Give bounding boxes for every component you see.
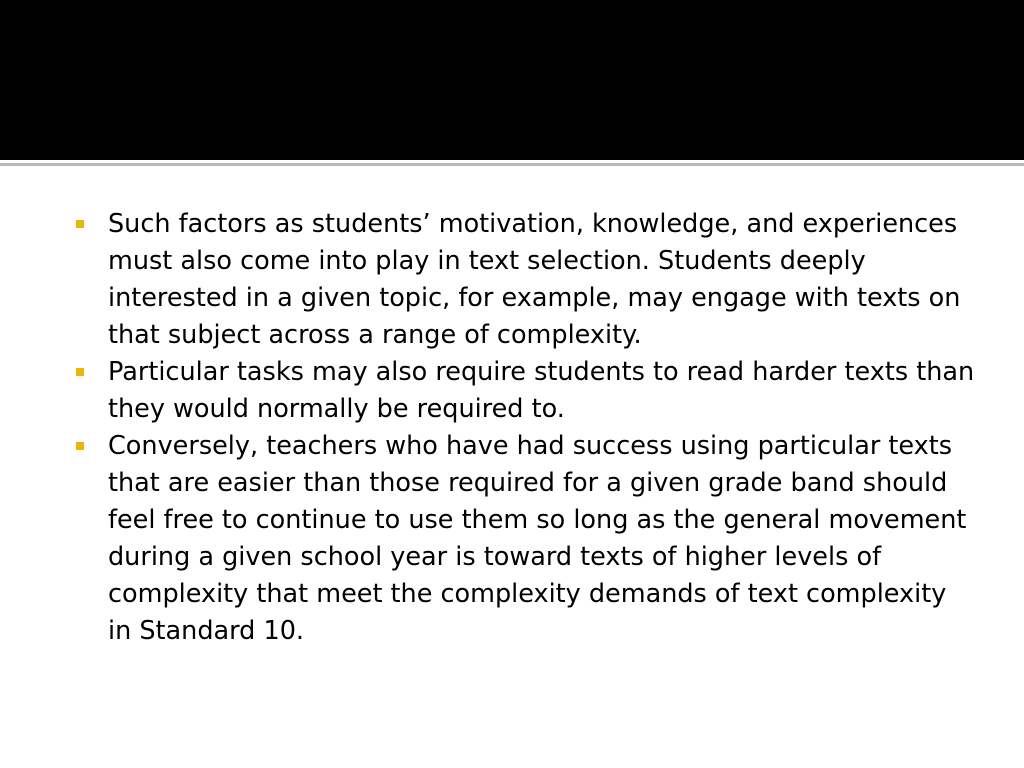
bullet-text: Particular tasks may also require students to read harder texts than they would normally be required to. bbox=[108, 357, 975, 424]
slide-content bbox=[76, 206, 976, 650]
square-bullet-icon bbox=[76, 220, 84, 228]
list-item bbox=[76, 206, 976, 354]
list-item bbox=[76, 354, 976, 428]
header-divider bbox=[0, 163, 1024, 166]
bullet-text: Such factors as students’ motivation, knowledge, and experiences must also come into play in text selection. Students deeply interested in a given topic, for example, may engage with texts on that subject across a range of complexity. bbox=[108, 209, 961, 350]
bullet-text: Conversely, teachers who have had success using particular texts that are easier than those required for a given grade band should feel free to continue to use them so long as the general movement during a given school year is toward texts of higher levels of complexity that meet the complexity demands of text complexity in Standard 10. bbox=[108, 431, 967, 646]
title-bar bbox=[0, 0, 1024, 160]
square-bullet-icon bbox=[76, 442, 84, 450]
square-bullet-icon bbox=[76, 368, 84, 376]
bullet-list bbox=[76, 206, 976, 650]
list-item bbox=[76, 428, 976, 650]
